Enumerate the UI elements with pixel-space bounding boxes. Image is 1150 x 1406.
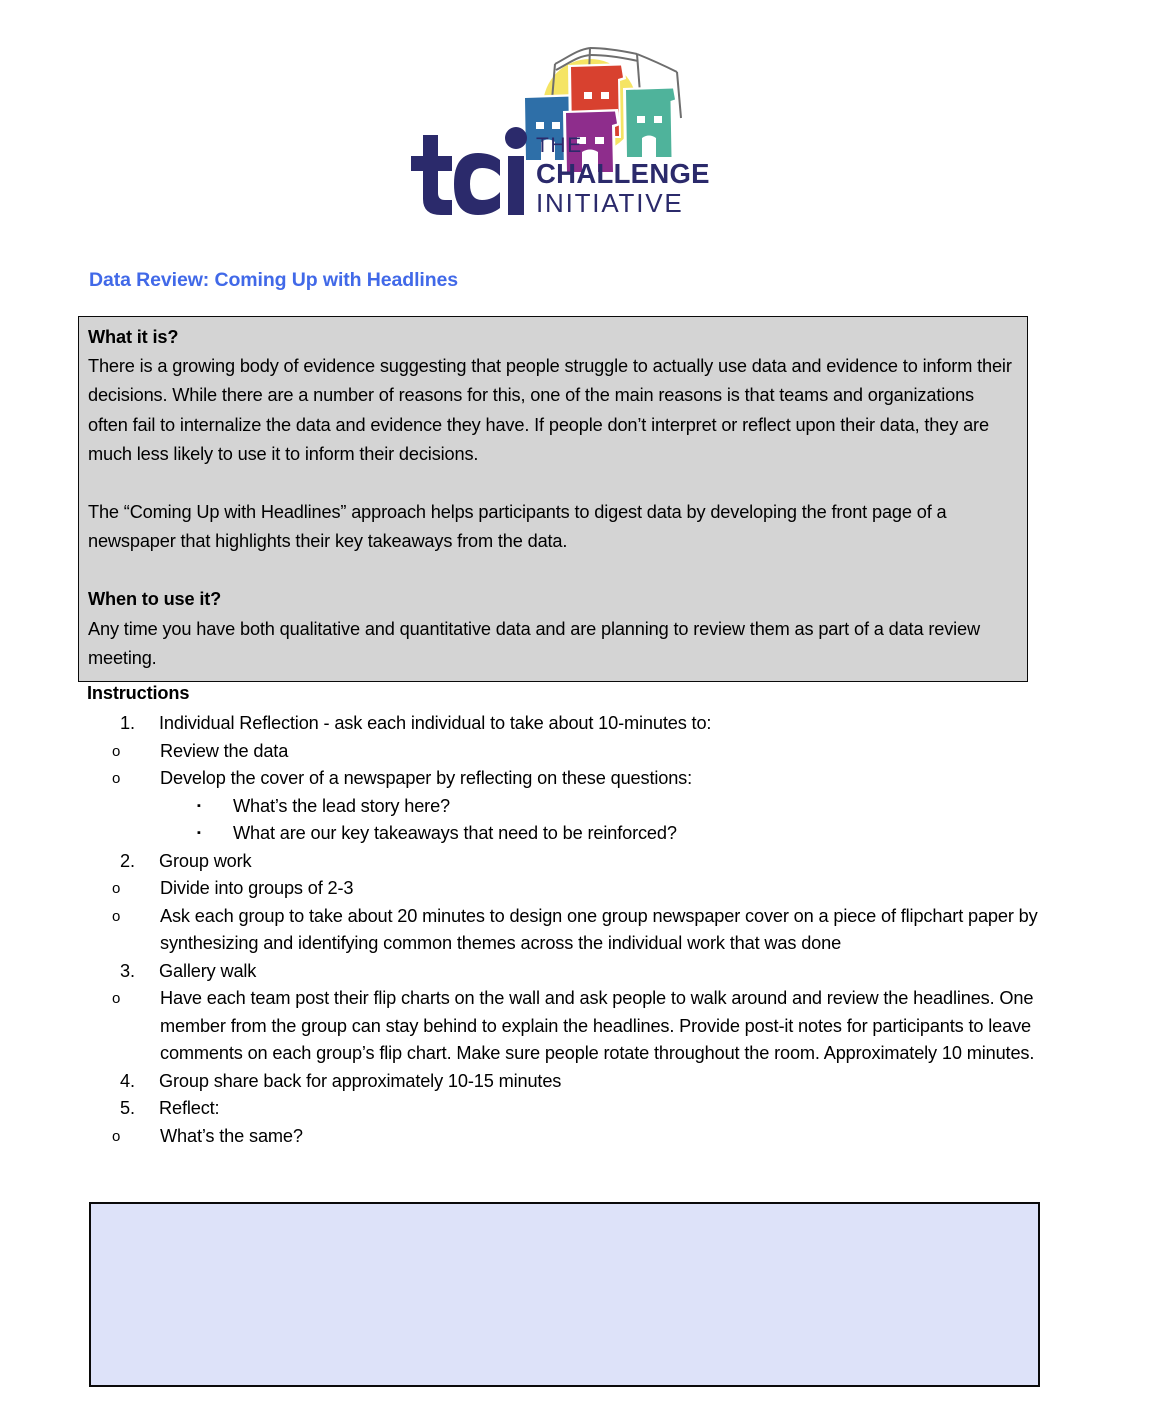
- list-item-text: What’s the same?: [160, 1125, 303, 1146]
- building-teal: [623, 86, 678, 159]
- list-item-text: Develop the cover of a newspaper by reflecting on these questions:: [160, 768, 693, 788]
- tci-wordmark: [411, 127, 527, 215]
- list-item: [87, 1068, 1087, 1096]
- paragraph-spacer-2: [88, 556, 1015, 585]
- list-marker-number: 1.: [120, 713, 135, 733]
- bullet-square-icon: ▪: [197, 799, 201, 812]
- logo-line-challenge: CHALLENGE: [536, 158, 710, 189]
- logo-line-the: THE: [536, 134, 583, 157]
- answer-box[interactable]: [89, 1202, 1040, 1387]
- bullet-circle-icon: o: [112, 1127, 121, 1145]
- bullet-circle-icon: o: [112, 880, 121, 897]
- page-title: Data Review: Coming Up with Headlines: [89, 269, 459, 291]
- list-marker-number: 3.: [120, 960, 135, 981]
- instructions-list: [87, 710, 1087, 1150]
- approach-body: The “Coming Up with Headlines” approach helps participants to digest data by developing the front page of a newspaper that highlights their key takeaways from the data.: [88, 502, 947, 552]
- what-it-is-body: There is a growing body of evidence suggesting that people struggle to actually use data and evidence to inform their decisions. While there are a number of reasons for this, one of the main reasons is that teams and organizations often fail to internalize the data and evidence they have. If people don’t interpret or reflect upon their data, they are much less likely to use it to inform their decisions.: [88, 356, 1012, 464]
- list-item: [87, 820, 1087, 848]
- bullet-circle-icon: o: [112, 990, 121, 1007]
- list-item: [87, 985, 1087, 1068]
- list-marker-number: 5.: [120, 1098, 135, 1118]
- list-item: [87, 1123, 1087, 1151]
- list-item: [87, 710, 1087, 738]
- list-item-text: Have each team post their flip charts on the wall and ask people to walk around and review the headlines. One member from the group can stay behind to explain the headlines. Provide post-it notes for participants to leave comments on each group’s flip chart. Make sure people rotate throughout the room. Approximately 10 minutes.: [160, 988, 1035, 1063]
- logo: [405, 34, 735, 224]
- bullet-square-icon: ▪: [197, 827, 201, 839]
- list-item-text: Reflect:: [159, 1098, 220, 1118]
- when-to-use-heading: When to use it?: [88, 589, 222, 610]
- logo-line-initiative: INITIATIVE: [536, 188, 684, 218]
- definition-box: [78, 316, 1028, 682]
- list-item-text: Ask each group to take about 20 minutes to design one group newspaper cover on a piece of flipchart paper by synthesizing and identifying common themes across the individual work that was done: [160, 905, 1038, 953]
- list-item-text: Group work: [159, 850, 252, 871]
- when-to-use-body: Any time you have both qualitative and quantitative data and are planning to review them as part of a data review meeting.: [88, 618, 980, 668]
- list-item-text: What’s the lead story here?: [233, 795, 451, 816]
- list-marker-number: 4.: [120, 1070, 135, 1091]
- list-item: [87, 765, 1087, 793]
- what-it-is-heading: What it is?: [88, 327, 179, 347]
- list-marker-number: 2.: [120, 850, 135, 871]
- list-item: [87, 958, 1087, 986]
- list-item-text: Divide into groups of 2-3: [160, 878, 354, 898]
- list-item-text: Review the data: [160, 740, 289, 761]
- list-item: [87, 848, 1087, 876]
- bullet-circle-icon: o: [112, 907, 121, 925]
- bullet-circle-icon: o: [112, 742, 121, 760]
- list-item: [87, 1095, 1087, 1123]
- list-item-text: Group share back for approximately 10-15 minutes: [159, 1070, 562, 1091]
- instructions-heading: Instructions: [87, 683, 190, 703]
- list-item: [87, 903, 1087, 958]
- list-item: [87, 793, 1087, 821]
- list-item: [87, 875, 1087, 903]
- list-item: [87, 738, 1087, 766]
- paragraph-spacer: [88, 469, 1015, 498]
- list-item-text: Gallery walk: [159, 960, 257, 981]
- list-item-text: Individual Reflection - ask each individual to take about 10-minutes to:: [159, 713, 712, 733]
- list-item-text: What are our key takeaways that need to be reinforced?: [233, 823, 677, 843]
- bullet-circle-icon: o: [112, 770, 121, 787]
- tci-logo-graphic: [405, 34, 735, 224]
